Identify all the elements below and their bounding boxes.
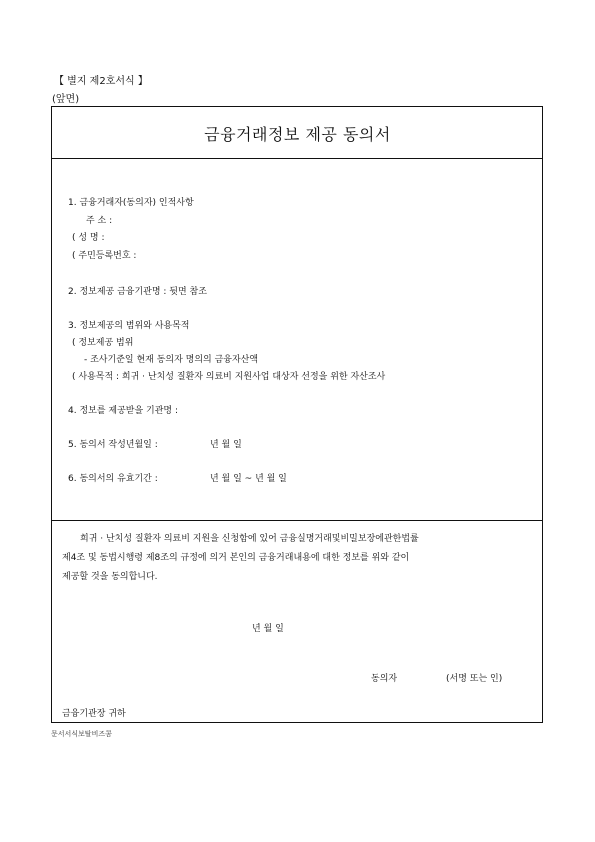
front-side-label: (앞면)	[52, 94, 80, 105]
section3-heading: 3. 정보제공의 범위와 사용목적	[68, 321, 190, 331]
scope-item: - 조사기준일 현재 동의자 명의의 금융자산액	[84, 355, 259, 365]
consent-line-3: 제공할 것을 동의합니다.	[62, 572, 158, 582]
title-divider	[51, 158, 543, 159]
consent-divider	[51, 520, 543, 521]
signer-label: 동의자	[371, 674, 398, 684]
consent-line-2: 제4조 및 동법시행령 제8조의 규정에 의거 본인의 금융거래내용에 대한 정보를 위와 같이	[62, 553, 410, 563]
address-field-label: 주 소 :	[86, 216, 113, 226]
section6-heading: 6. 동의서의 유효기간 :	[68, 474, 158, 484]
write-date-field: 년 월 일	[210, 440, 242, 450]
section2-heading: 2. 정보제공 금융기관명 : 뒷면 참조	[68, 287, 207, 297]
scope-label: ( 정보제공 범위	[72, 338, 134, 348]
document-title: 금융거래정보 제공 동의서	[204, 125, 391, 144]
validity-period-field: 년 월 일 ~ 년 월 일	[210, 474, 287, 484]
section5-heading: 5. 동의서 작성년월일 :	[68, 440, 158, 450]
resident-id-field-label: ( 주민등록번호 :	[72, 251, 137, 261]
footer-note: 문서서식보탈비즈콤	[51, 730, 112, 738]
form-number-label: 【 별지 제2호서식 】	[54, 76, 148, 87]
consent-line-1: 희귀 · 난치성 질환자 의료비 지원을 신청함에 있어 금융실명거래및비밀보장에관한법률	[80, 534, 419, 544]
section1-heading: 1. 금융거래자(동의자) 인적사항	[68, 198, 194, 208]
recipient-line: 금융기관장 귀하	[62, 709, 126, 719]
purpose-text: ( 사용목적 : 희귀 · 난치성 질환자 의료비 지원사업 대상자 선정을 위한 자산조사	[72, 372, 386, 382]
signature-hint: (서명 또는 인)	[446, 674, 503, 684]
section4-heading: 4. 정보를 제공받을 기관명 :	[68, 406, 179, 416]
name-field-label: ( 성 명 :	[72, 233, 105, 243]
consent-date: 년 월 일	[252, 624, 284, 634]
